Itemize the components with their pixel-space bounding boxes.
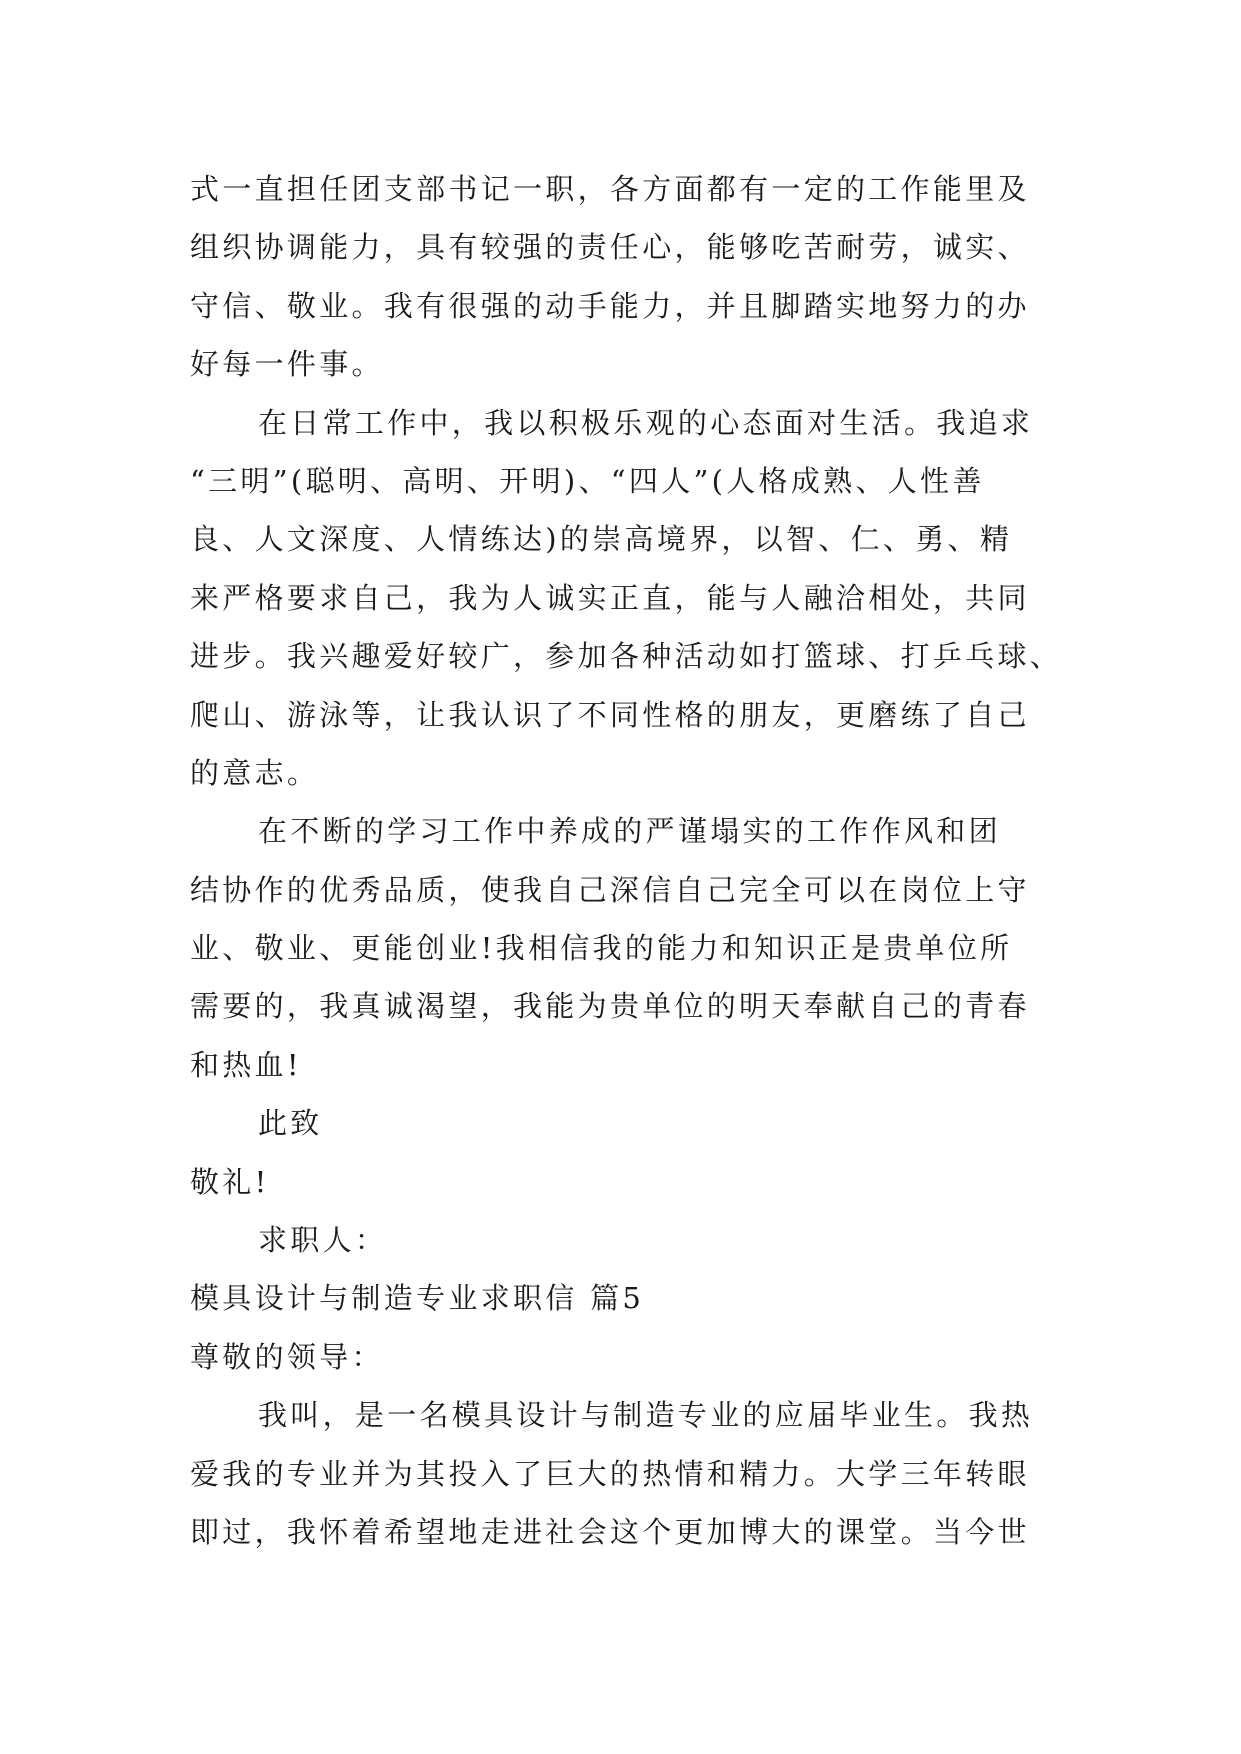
text-line: 的意志。 — [190, 755, 320, 790]
text-line: 式一直担任团支部书记一职，各方面都有一定的工作能里及 — [190, 172, 1030, 206]
text-line: 良、人文深度、人情练达)的崇高境界，以智、仁、勇、精 — [190, 522, 1013, 557]
text-line: 敬礼! — [190, 1164, 270, 1199]
text-line: 爬山、游泳等，让我认识了不同性格的朋友，更磨练了自己 — [190, 697, 1030, 732]
text-line: 尊敬的领导： — [190, 1339, 384, 1374]
text-line: 此致 — [258, 1106, 323, 1141]
document-body — [190, 160, 1070, 1561]
text-line: 我叫，是一名模具设计与制造专业的应届毕业生。我热 — [258, 1398, 1034, 1433]
text-line: 好每一件事。 — [190, 347, 384, 382]
text-line: 求职人： — [258, 1223, 388, 1258]
text-line: 模具设计与制造专业求职信 篇5 — [190, 1281, 645, 1316]
text-line: 进步。我兴趣爱好较广，参加各种活动如打篮球、打乒乓球、 — [190, 639, 1063, 674]
text-line: 结协作的优秀品质，使我自己深信自己完全可以在岗位上守 — [190, 872, 1030, 907]
text-line: 和热血! — [190, 1047, 302, 1082]
text-line: 来严格要求自己，我为人诚实正直，能与人融洽相处，共同 — [190, 580, 1030, 615]
text-line: 爱我的专业并为其投入了巨大的热情和精力。大学三年转眼 — [190, 1456, 1030, 1491]
text-line: 在不断的学习工作中养成的严谨塌实的工作作风和团 — [258, 814, 1001, 849]
text-line: 即过，我怀着希望地走进社会这个更加博大的课堂。当今世 — [190, 1514, 1030, 1549]
text-line: 组织协调能力，具有较强的责任心，能够吃苦耐劳，诚实、 — [190, 230, 1030, 265]
text-line: 守信、敬业。我有很强的动手能力，并且脚踏实地努力的办 — [190, 288, 1030, 323]
text-line: 在日常工作中，我以积极乐观的心态面对生活。我追求 — [258, 405, 1034, 440]
text-line: 需要的，我真诚渴望，我能为贵单位的明天奉献自己的青春 — [190, 989, 1030, 1024]
text-line: “三明”(聪明、高明、开明)、“四人”(人格成熟、人性善 — [190, 463, 985, 498]
text-line: 业、敬业、更能创业!我相信我的能力和知识正是贵单位所 — [190, 931, 1013, 966]
